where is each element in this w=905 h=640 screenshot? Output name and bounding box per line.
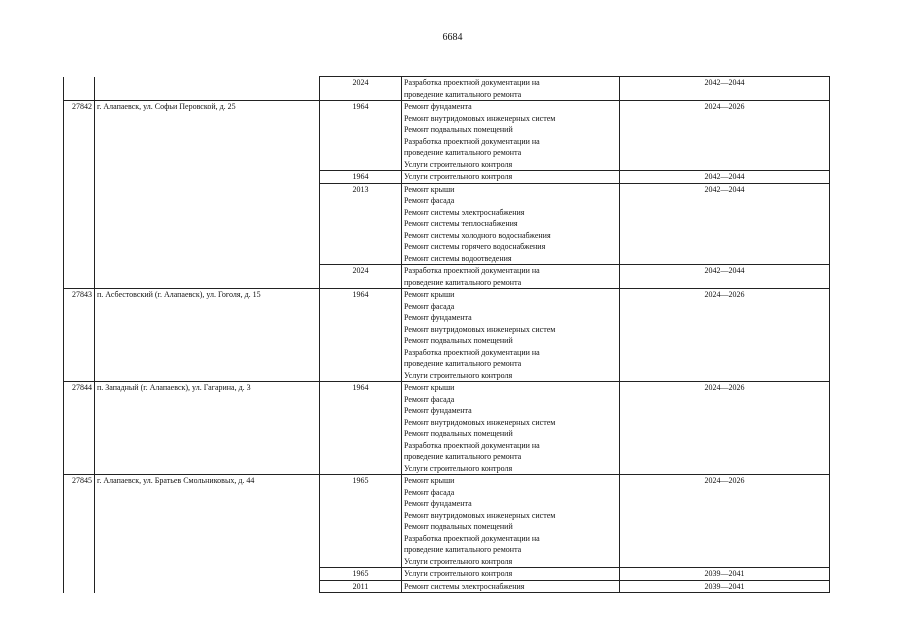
work-item: Услуги строительного контроля [404,556,513,566]
house-number-cell [64,183,95,265]
house-number-cell [64,265,95,289]
table-row [64,171,830,184]
table-row [64,101,830,171]
work-item: Услуги строительного контроля [404,370,513,380]
house-number-cell [64,580,95,593]
period-cell: 2042—2044 [620,171,830,184]
table-row [64,568,830,581]
work-item: Разработка проектной документации на [404,533,540,543]
address-cell [95,580,320,593]
work-item: Ремонт внутридомовых инженерных систем [404,510,556,520]
work-item: Ремонт крыши [404,383,455,392]
work-item: Ремонт подвальных помещений [404,429,513,438]
work-item: Ремонт фундамента [404,313,472,322]
house-number-cell: 27842 [64,101,95,171]
work-item: Услуги строительного контроля [404,159,513,169]
works-cell [402,580,620,593]
year-cell: 2011 [320,580,402,593]
year-cell: 2024 [320,77,402,101]
works-cell [402,171,620,184]
table-row [64,183,830,265]
works-cell [402,101,620,171]
year-cell: 2013 [320,183,402,265]
work-item: Ремонт подвальных помещений [404,125,513,134]
work-item: Ремонт фундамента [404,406,472,415]
period-cell: 2039—2041 [620,568,830,581]
work-item: Ремонт внутридомовых инженерных систем [404,324,556,334]
work-item: Ремонт фундамента [404,102,472,111]
work-item: Разработка проектной документации на [404,347,540,357]
table-row [64,77,830,101]
period-cell: 2024—2026 [620,382,830,475]
period-cell: 2042—2044 [620,77,830,101]
works-cell [402,382,620,475]
work-item: Разработка проектной документации на [404,266,540,275]
work-item: Ремонт фундамента [404,499,472,508]
work-item: Ремонт фасада [404,394,455,404]
page-number: 6684 [442,32,463,43]
works-cell [402,475,620,568]
work-item: Услуги строительного контроля [404,463,513,473]
works-cell [402,265,620,289]
table-row [64,265,830,289]
work-item: Ремонт крыши [404,476,455,485]
work-item: Ремонт подвальных помещений [404,336,513,345]
work-item: проведение капитального ремонта [404,89,522,99]
work-item: Ремонт внутридомовых инженерных систем [404,417,556,427]
work-item: Ремонт фасада [404,301,455,311]
work-item: проведение капитального ремонта [404,359,522,368]
works-cell [402,568,620,581]
address-cell [95,568,320,581]
address-cell [95,183,320,265]
work-item: Ремонт системы теплоснабжения [404,219,518,228]
table-row [64,475,830,568]
year-cell: 1964 [320,171,402,184]
work-item: Ремонт фасада [404,487,455,497]
repair-schedule-table [63,76,830,593]
work-item: проведение капитального ремонта [404,277,522,287]
period-cell: 2024—2026 [620,101,830,171]
year-cell: 1964 [320,289,402,382]
work-item: Ремонт внутридомовых инженерных систем [404,113,556,123]
year-cell: 2024 [320,265,402,289]
table-row [64,289,830,382]
table-body [64,77,830,593]
house-number-cell [64,77,95,101]
works-cell [402,183,620,265]
year-cell: 1964 [320,101,402,171]
period-cell: 2024—2026 [620,475,830,568]
work-item: проведение капитального ремонта [404,545,522,554]
works-cell [402,289,620,382]
house-number-cell: 27843 [64,289,95,382]
work-item: Разработка проектной документации на [404,78,540,87]
work-item: Разработка проектной документации на [404,440,540,450]
work-item: Ремонт крыши [404,184,455,194]
house-number-cell [64,568,95,581]
year-cell: 1965 [320,475,402,568]
work-item: Ремонт системы водоотведения [404,253,512,263]
work-item: Ремонт подвальных помещений [404,522,513,531]
period-cell: 2042—2044 [620,265,830,289]
address-cell: п. Западный (г. Алапаевск), ул. Гагарина, д. 3 [95,382,320,475]
work-item: Услуги строительного контроля [404,569,513,578]
work-item: Ремонт фасада [404,196,455,205]
table-row [64,382,830,475]
work-item: Ремонт крыши [404,290,455,299]
work-item: проведение капитального ремонта [404,452,522,461]
house-number-cell [64,171,95,184]
address-cell: г. Алапаевск, ул. Братьев Смольниковых, д. 44 [95,475,320,568]
house-number-cell: 27845 [64,475,95,568]
work-item: Ремонт системы электроснабжения [404,581,525,591]
year-cell: 1964 [320,382,402,475]
period-cell: 2039—2041 [620,580,830,593]
works-cell [402,77,620,101]
period-cell: 2042—2044 [620,183,830,265]
year-cell: 1965 [320,568,402,581]
work-item: Ремонт системы горячего водоснабжения [404,242,546,251]
work-item: Разработка проектной документации на [404,136,540,146]
address-cell: г. Алапаевск, ул. Софьи Перовской, д. 25 [95,101,320,171]
work-item: Ремонт системы электроснабжения [404,207,525,217]
work-item: Услуги строительного контроля [404,172,513,181]
address-cell [95,77,320,101]
work-item: проведение капитального ремонта [404,148,522,157]
address-cell: п. Асбестовский (г. Алапаевск), ул. Гоголя, д. 15 [95,289,320,382]
house-number-cell: 27844 [64,382,95,475]
address-cell [95,265,320,289]
address-cell [95,171,320,184]
table-row [64,580,830,593]
work-item: Ремонт системы холодного водоснабжения [404,230,551,240]
period-cell: 2024—2026 [620,289,830,382]
